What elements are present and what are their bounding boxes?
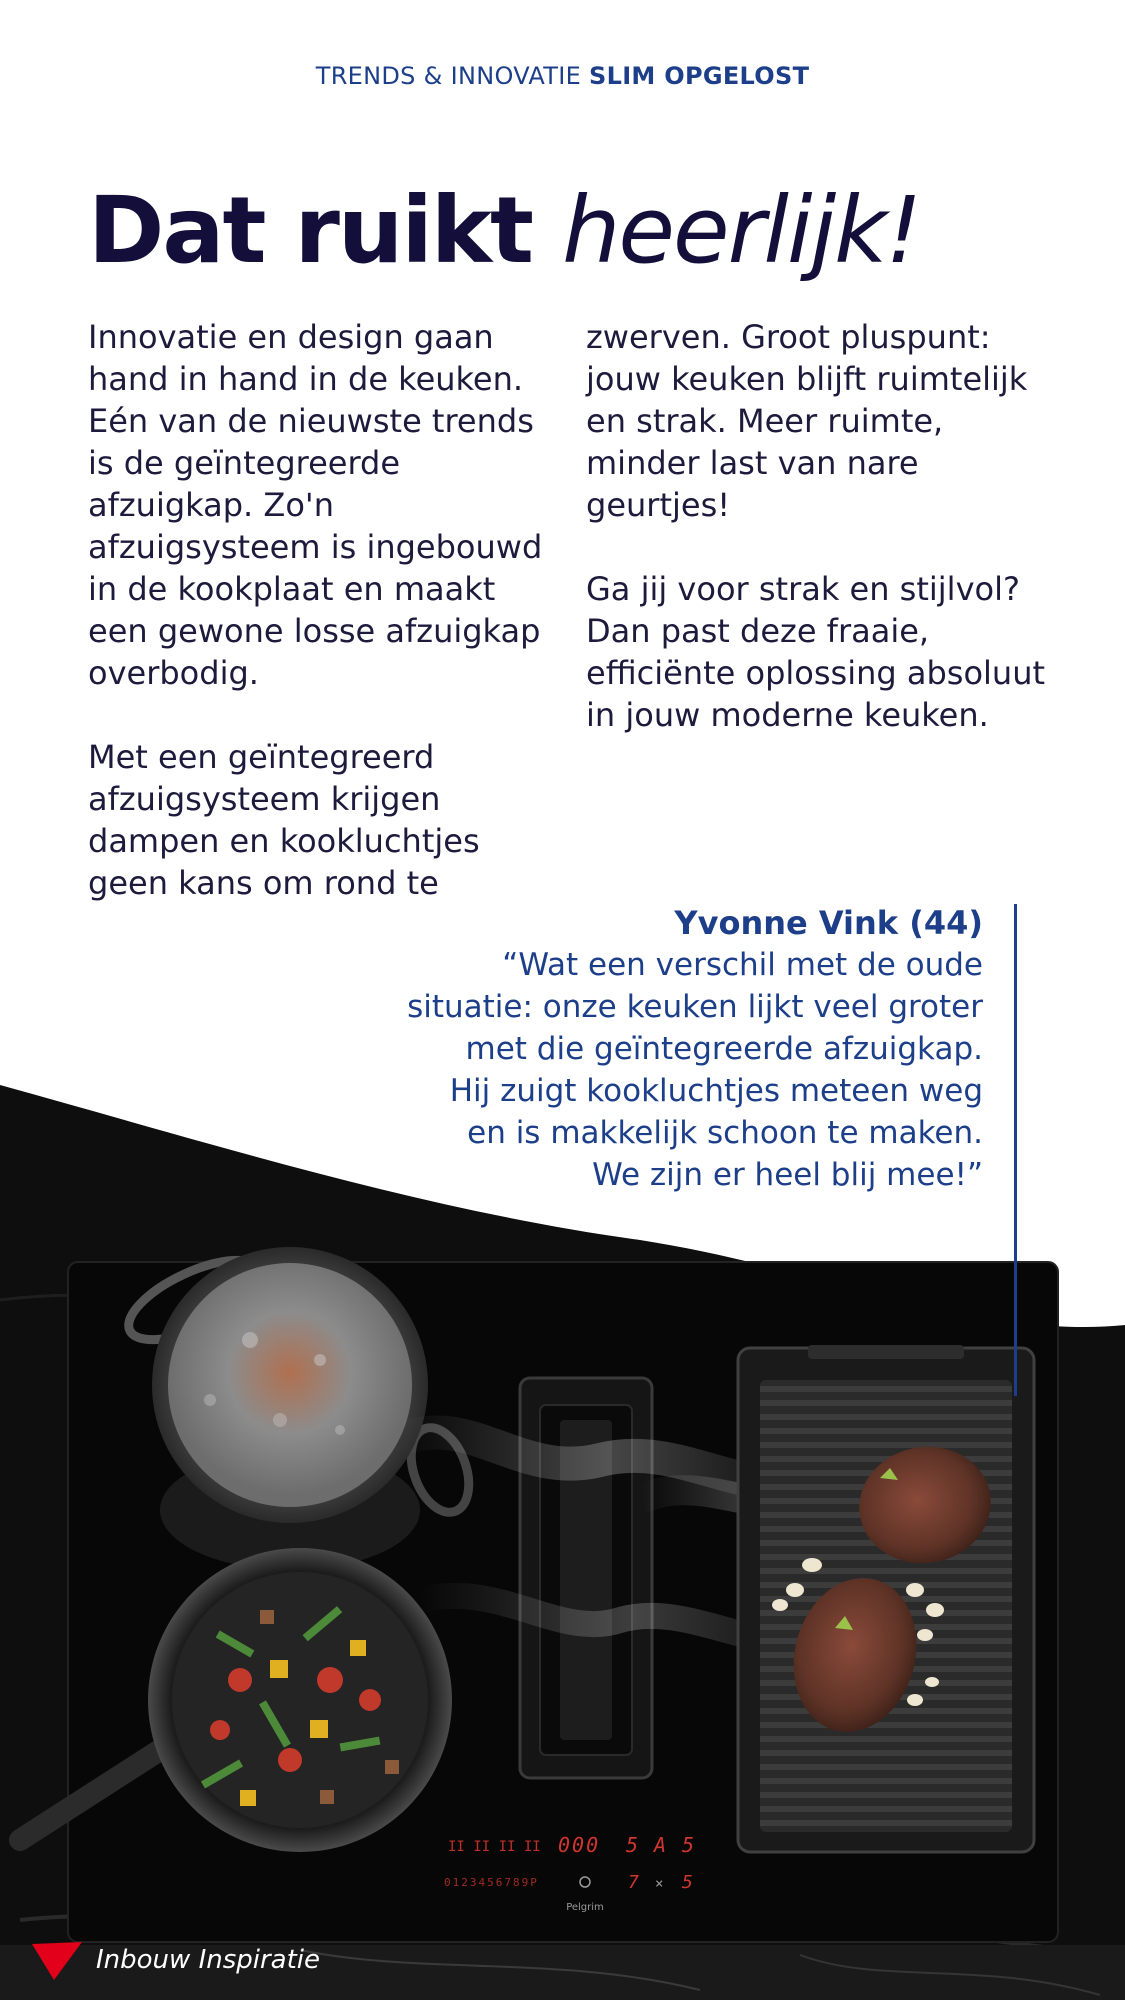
title-part-2: heerlijk!	[562, 177, 921, 284]
display-left: 000	[558, 1833, 601, 1857]
paragraph-system-start: Met een geïntegreerd afzuigsysteem krijgen dampen en kookluchtjes geen kans om rond te	[88, 738, 480, 902]
paragraph-intro: Innovatie en design gaan hand in hand in de keuken. Eén van de nieuwste trends is de geïntegreerde afzuigkap. Zo'n afzuigsysteem is ingebouwd in de kookplaat en maakt een gewone losse afzuigkap overbodig.	[88, 318, 543, 692]
display-a: A	[654, 1833, 667, 1857]
display-timer-right: 5	[682, 1872, 693, 1893]
subsection-label: SLIM OPGELOST	[589, 62, 810, 90]
downdraft-vent	[520, 1378, 652, 1778]
quote-author: Yvonne Vink (44)	[674, 904, 983, 942]
footer-brand	[28, 1938, 320, 1982]
paragraph-closing: Ga jij voor strak en stijlvol? Dan past deze fraaie, efficiënte oplossing absoluut in jouw moderne keuken.	[586, 570, 1046, 734]
display-slider-scale: 0123456789P	[444, 1876, 539, 1889]
display-timer: 7	[628, 1872, 639, 1893]
paragraph-system-end: zwerven. Groot pluspunt: jouw keuken blijft ruimtelijk en strak. Meer ruimte, minder last van nare geurtjes!	[586, 318, 1028, 524]
quote-line: situatie: onze keuken lijkt veel groter	[407, 989, 983, 1025]
svg-text:×: ×	[655, 1876, 664, 1892]
brand-triangle-icon	[28, 1938, 86, 1982]
quote-rule	[1014, 904, 1017, 1396]
display-mid: 5	[626, 1833, 639, 1857]
footer-label: Inbouw Inspiratie	[96, 1945, 321, 1975]
section-label: TRENDS & INNOVATIE	[315, 62, 582, 90]
quote-line: We zijn er heel blij mee!”	[592, 1157, 983, 1193]
quote-line: “Wat een verschil met de oude	[502, 947, 983, 983]
quote-line: met die geïntegreerde afzuigkap.	[465, 1031, 983, 1067]
title-part-1: Dat ruikt	[88, 177, 533, 284]
quote-line: Hij zuigt kookluchtjes meteen weg	[449, 1073, 983, 1109]
quote-line: en is makkelijk schoon te maken.	[467, 1115, 983, 1151]
display-right: 5	[682, 1833, 695, 1857]
display-power-icons: II II II II	[448, 1839, 541, 1855]
brand-logo: Pelgrim	[566, 1902, 604, 1913]
grill-plate	[738, 1345, 1034, 1852]
testimonial-quote	[263, 902, 983, 1196]
